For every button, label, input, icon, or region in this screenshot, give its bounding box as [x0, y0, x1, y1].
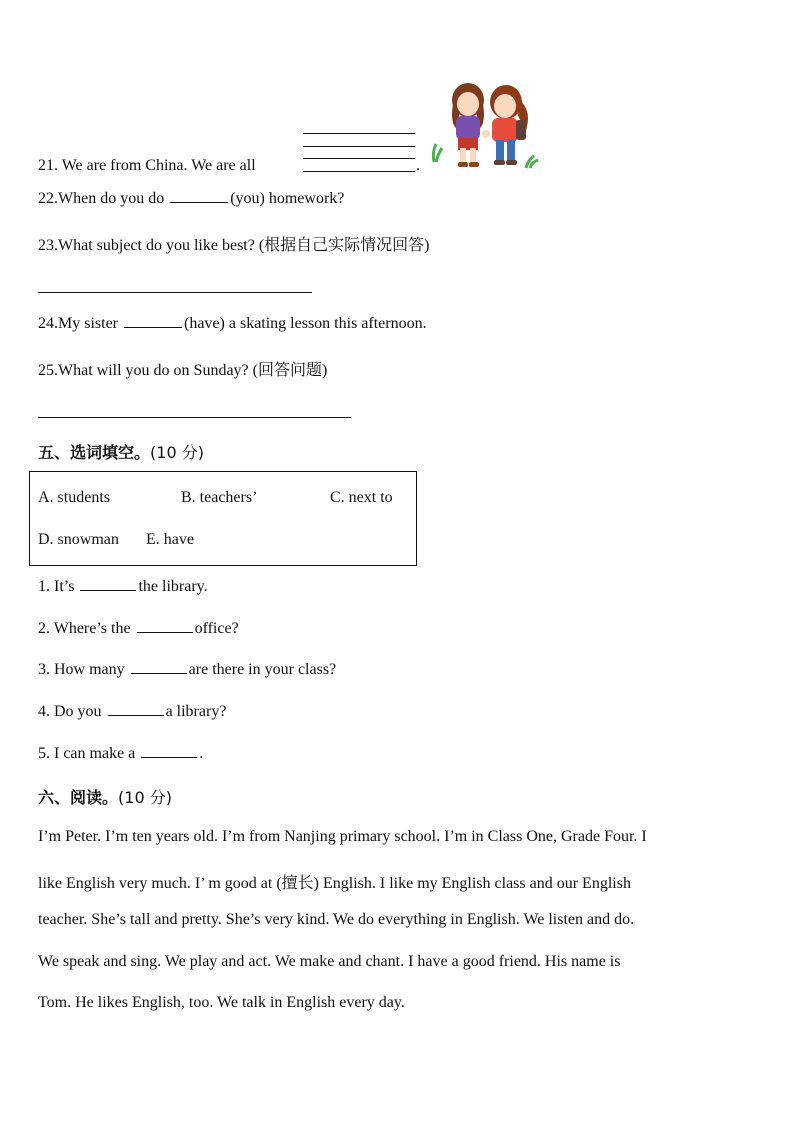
answer-line-23[interactable]	[38, 292, 312, 293]
reading-line-2: like English very much. I’ m good at (擅长) English. I like my English class and our English	[38, 875, 631, 892]
fill-question-4: 4. Do you a library?	[38, 703, 227, 720]
question-21	[38, 157, 256, 175]
fill-question-5: 5. I can make a .	[38, 745, 204, 762]
answer-blank-s5-4[interactable]	[108, 714, 164, 716]
question-21-period: .	[416, 157, 420, 174]
answer-blank-s5-5[interactable]	[141, 756, 197, 758]
option-a: A. students	[38, 489, 110, 506]
question-23: 23.What subject do you like best? (根据自己实际情况回答)	[38, 237, 430, 254]
answer-line-21d[interactable]	[303, 171, 415, 172]
answer-blank-24[interactable]	[124, 326, 182, 328]
answer-line-25[interactable]	[38, 417, 351, 418]
answer-blank-s5-2[interactable]	[137, 631, 193, 633]
option-e: E. have	[146, 531, 194, 548]
question-25: 25.What will you do on Sunday? (回答问题)	[38, 362, 328, 379]
fill-question-2: 2. Where’s the office?	[38, 620, 239, 637]
two-girls-illustration-icon	[428, 82, 542, 174]
question-21-text: 21. We are from China. We are all	[38, 157, 256, 174]
answer-blank-s5-1[interactable]	[80, 589, 136, 591]
word-bank-box	[29, 471, 417, 566]
question-22: 22.When do you do (you) homework?	[38, 190, 345, 207]
answer-line-21c[interactable]	[303, 158, 415, 159]
reading-line-4: We speak and sing. We play and act. We make and chant. I have a good friend. His name is	[38, 953, 621, 970]
reading-line-5: Tom. He likes English, too. We talk in English every day.	[38, 994, 405, 1011]
fill-question-1: 1. It’s the library.	[38, 578, 208, 595]
fill-question-3: 3. How many are there in your class?	[38, 661, 337, 678]
option-c: C. next to	[330, 489, 393, 506]
reading-line-1: I’m Peter. I’m ten years old. I’m from Nanjing primary school. I’m in Class One, Grade Four. I	[38, 828, 647, 845]
answer-line-21b[interactable]	[303, 146, 415, 147]
section-6-heading: 六、阅读。(10 分)	[38, 788, 172, 807]
section-5-heading: 五、选词填空。(10 分)	[38, 443, 204, 462]
question-24: 24.My sister (have) a skating lesson this afternoon.	[38, 315, 427, 332]
option-b: B. teachers’	[181, 489, 258, 506]
answer-line-21a[interactable]	[303, 133, 415, 134]
option-d: D. snowman	[38, 531, 119, 548]
reading-line-3: teacher. She’s tall and pretty. She’s very kind. We do everything in English. We listen and do.	[38, 911, 635, 928]
answer-blank-s5-3[interactable]	[131, 672, 187, 674]
answer-blank-22[interactable]	[170, 201, 228, 203]
